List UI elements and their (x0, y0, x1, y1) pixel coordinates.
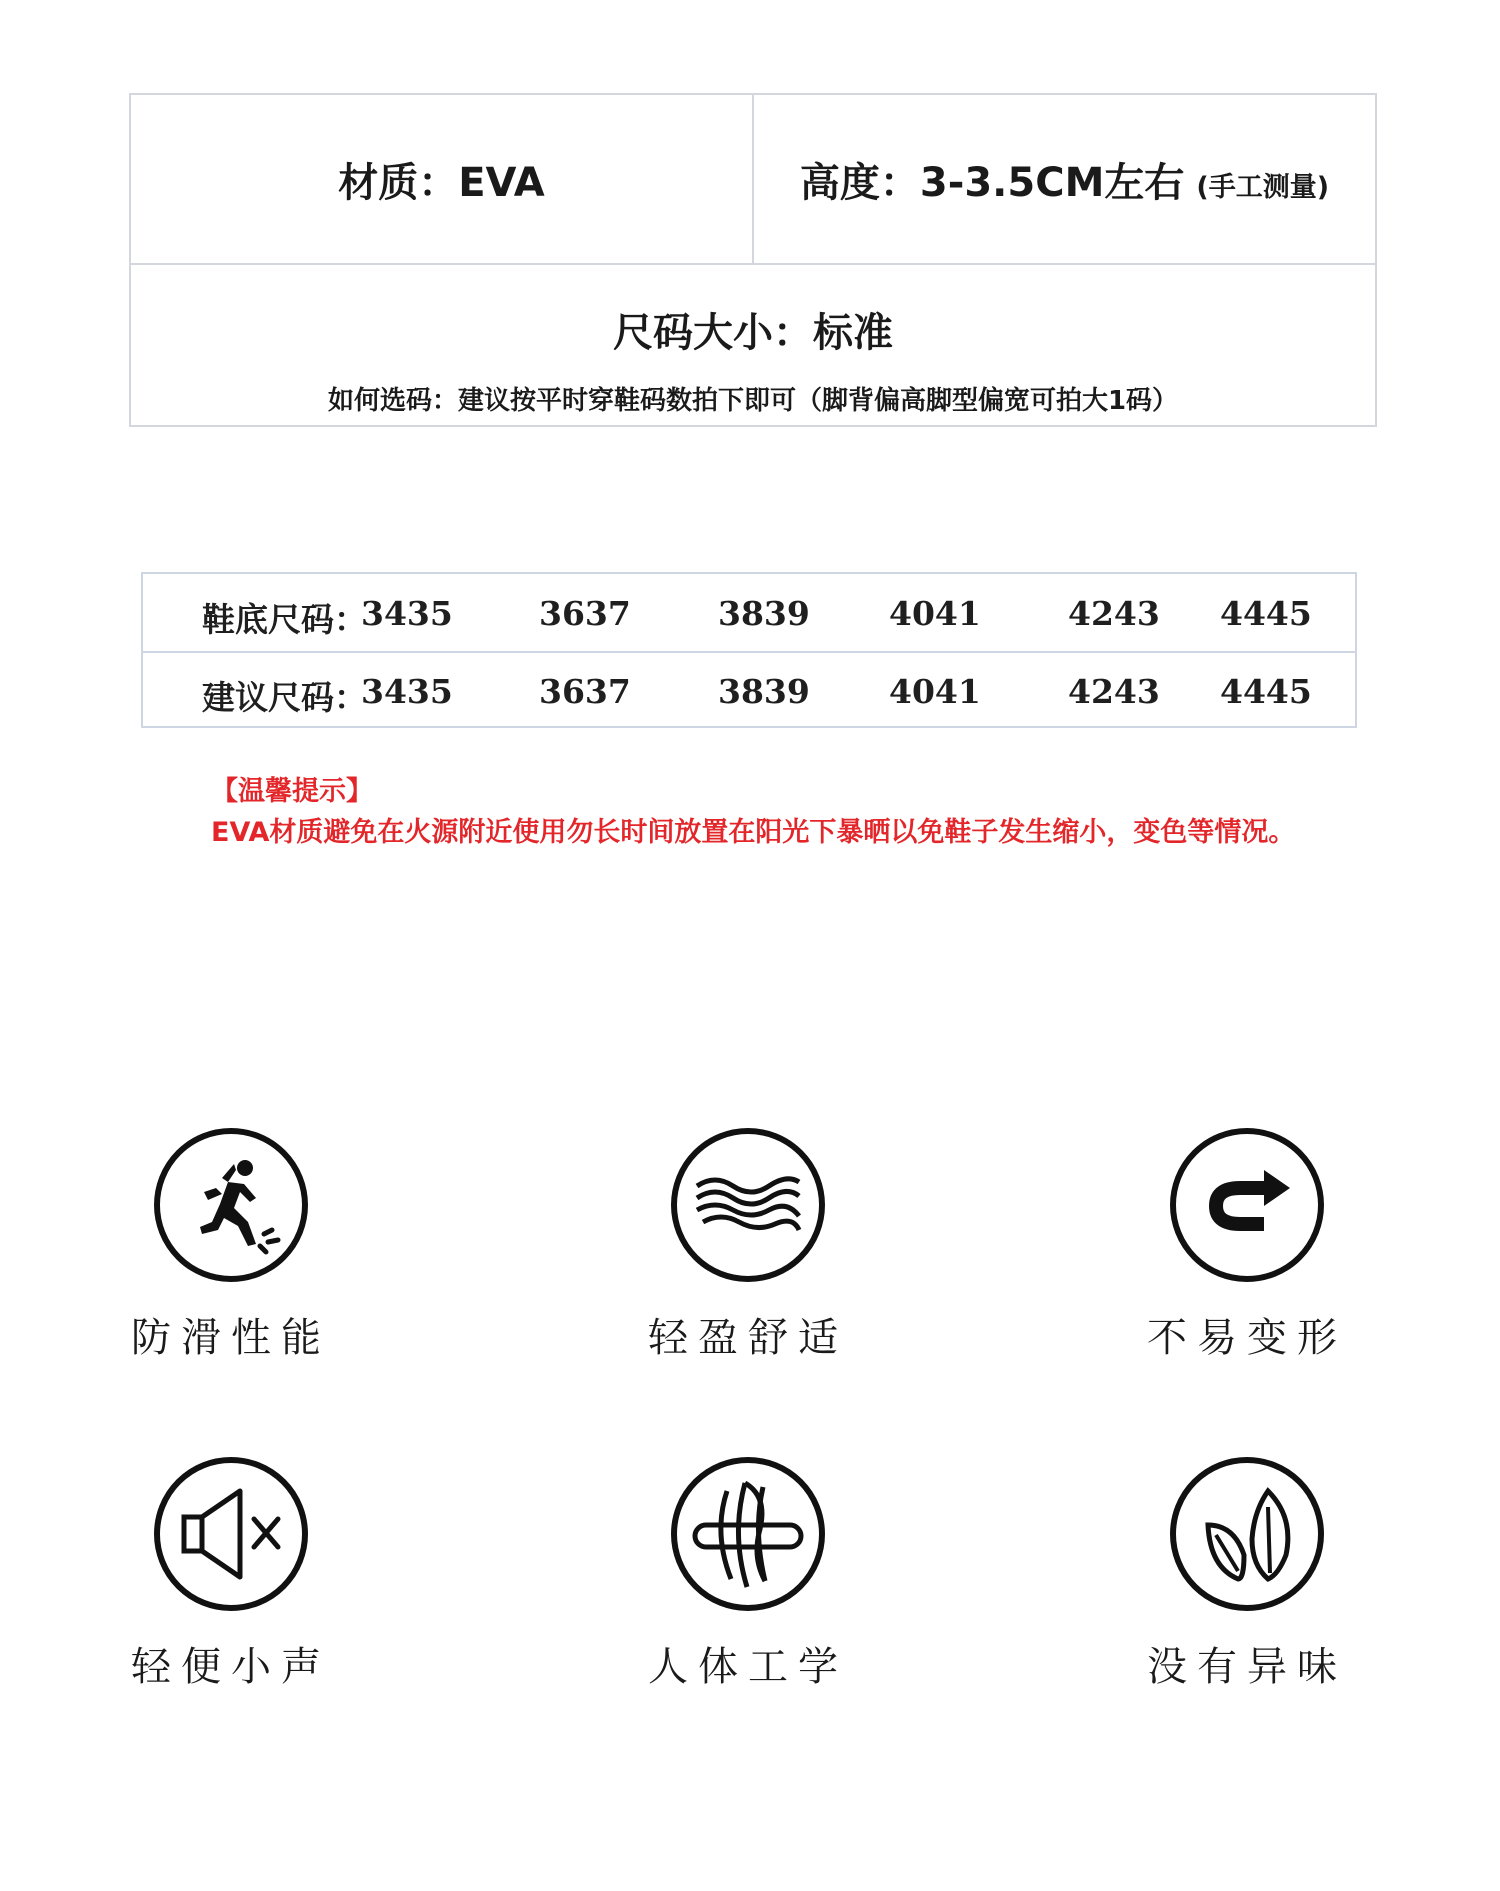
feature-label: 轻便小声 (131, 1644, 331, 1690)
size-title: 尺码大小：标准 (613, 310, 893, 356)
size-cell: 4243 (1068, 672, 1160, 711)
sole-size-row (143, 574, 1355, 653)
spec-top-row (131, 95, 1375, 265)
feature-label: 没有异味 (1147, 1644, 1347, 1690)
waves-icon (669, 1126, 827, 1284)
size-cell: 3435 (361, 672, 453, 711)
size-cell: 3435 (361, 594, 453, 633)
size-cell: 4041 (889, 672, 981, 711)
height-text: 高度：3-3.5CM左右 (799, 159, 1185, 206)
speaker-mute-icon (152, 1455, 310, 1613)
suggested-size-row (143, 652, 1355, 729)
feature-shape-retention (1127, 1126, 1367, 1363)
size-section (131, 263, 1375, 425)
material-text: 材质：EVA (338, 159, 545, 206)
height-cell (754, 95, 1375, 263)
feature-anti-slip (111, 1126, 351, 1363)
size-cell: 3839 (718, 594, 810, 633)
material-cell (131, 95, 754, 263)
leaves-icon (1168, 1455, 1326, 1613)
height-note: (手工测量) (1196, 171, 1330, 203)
size-cell: 3637 (539, 672, 631, 711)
row-label: 建议尺码： (202, 678, 367, 717)
size-cell: 4445 (1220, 594, 1312, 633)
feature-label: 轻盈舒适 (648, 1315, 848, 1361)
size-table (141, 572, 1357, 728)
tip-title: 【温馨提示】 (211, 776, 373, 807)
size-cell: 4445 (1220, 672, 1312, 711)
slip-person-icon (152, 1126, 310, 1284)
feature-lightweight (628, 1126, 868, 1363)
rebound-arrow-icon (1168, 1126, 1326, 1284)
feature-label: 人体工学 (648, 1644, 848, 1690)
size-cell: 3839 (718, 672, 810, 711)
insole-icon (669, 1455, 827, 1613)
spec-box (129, 93, 1377, 427)
row-label: 鞋底尺码： (202, 600, 367, 639)
feature-quiet (111, 1455, 351, 1692)
size-cell: 4041 (889, 594, 981, 633)
feature-ergonomic (628, 1455, 868, 1692)
size-cell: 3637 (539, 594, 631, 633)
feature-label: 不易变形 (1147, 1315, 1347, 1361)
size-cell: 4243 (1068, 594, 1160, 633)
feature-odorless (1127, 1455, 1367, 1692)
feature-label: 防滑性能 (131, 1315, 331, 1361)
tip-body: EVA材质避免在火源附近使用勿长时间放置在阳光下暴晒以免鞋子发生缩小，变色等情况。 (211, 817, 1296, 848)
size-note: 如何选码：建议按平时穿鞋码数拍下即可（脚背偏高脚型偏宽可拍大1码） (327, 386, 1179, 416)
